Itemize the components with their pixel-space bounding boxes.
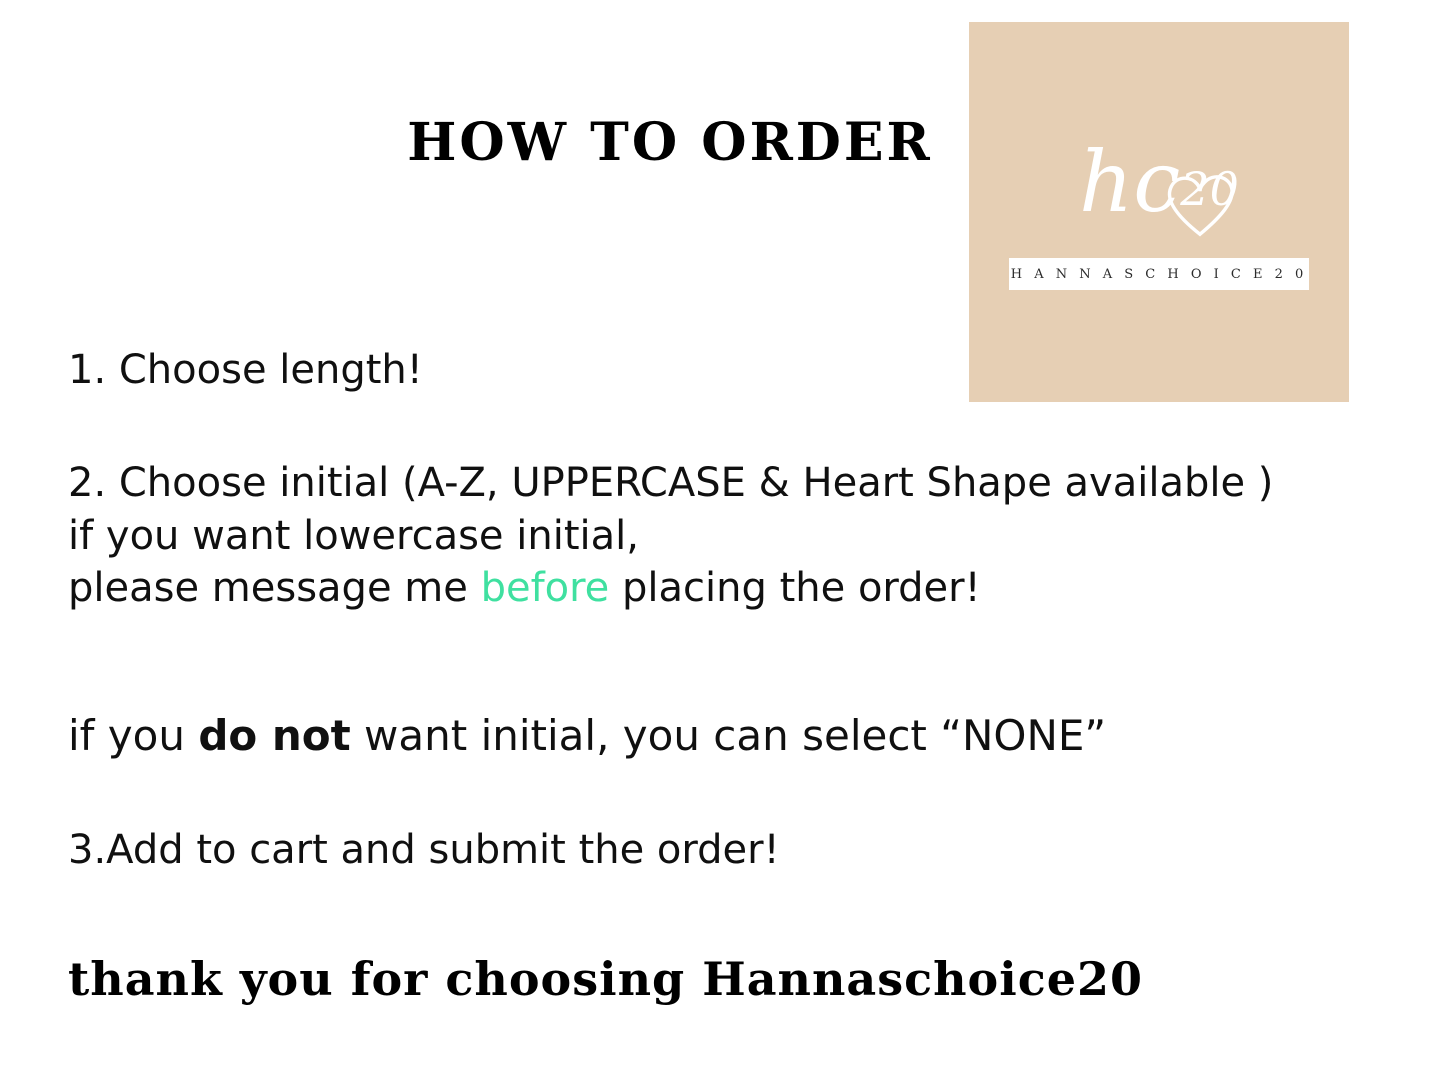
page-title: HOW TO ORDER [407,112,933,173]
none-note-emphasis: do not [198,711,351,761]
instruction-step-1: 1. Choose length! [68,347,423,393]
spacer [68,397,1438,457]
before-emphasis-text: before [480,565,610,612]
instruction-step-3: 3.Add to cart and submit the order! [68,826,780,873]
instruction-step-2: 2. Choose initial (A-Z, UPPERCASE & Heart Shape available ) [68,459,1274,506]
logo-superscript: 20 [1180,162,1239,216]
message-suffix-text: placing the order! [609,565,981,612]
spacer [68,675,1438,709]
instruction-step-2-sub-1: if you want lowercase initial, [68,512,639,559]
heart-icon [1157,162,1243,248]
message-prefix-text: please message me [68,565,481,612]
spacer [68,764,1438,824]
closing-message: thank you for choosing Hannaschoice20 [68,952,1143,1006]
none-note-prefix: if you [68,711,199,761]
instruction-step-2-sub-2 [68,562,1438,615]
instructions-body [68,344,1438,877]
logo-monogram-letters: hc [1079,133,1181,231]
brand-name-text: H A N N A S C H O I C E 2 0 [1010,266,1308,282]
none-note-suffix: want initial, you can select “NONE” [350,711,1107,761]
spacer [68,615,1438,675]
brand-name-bar [1009,258,1309,290]
none-option-note [68,709,1438,764]
